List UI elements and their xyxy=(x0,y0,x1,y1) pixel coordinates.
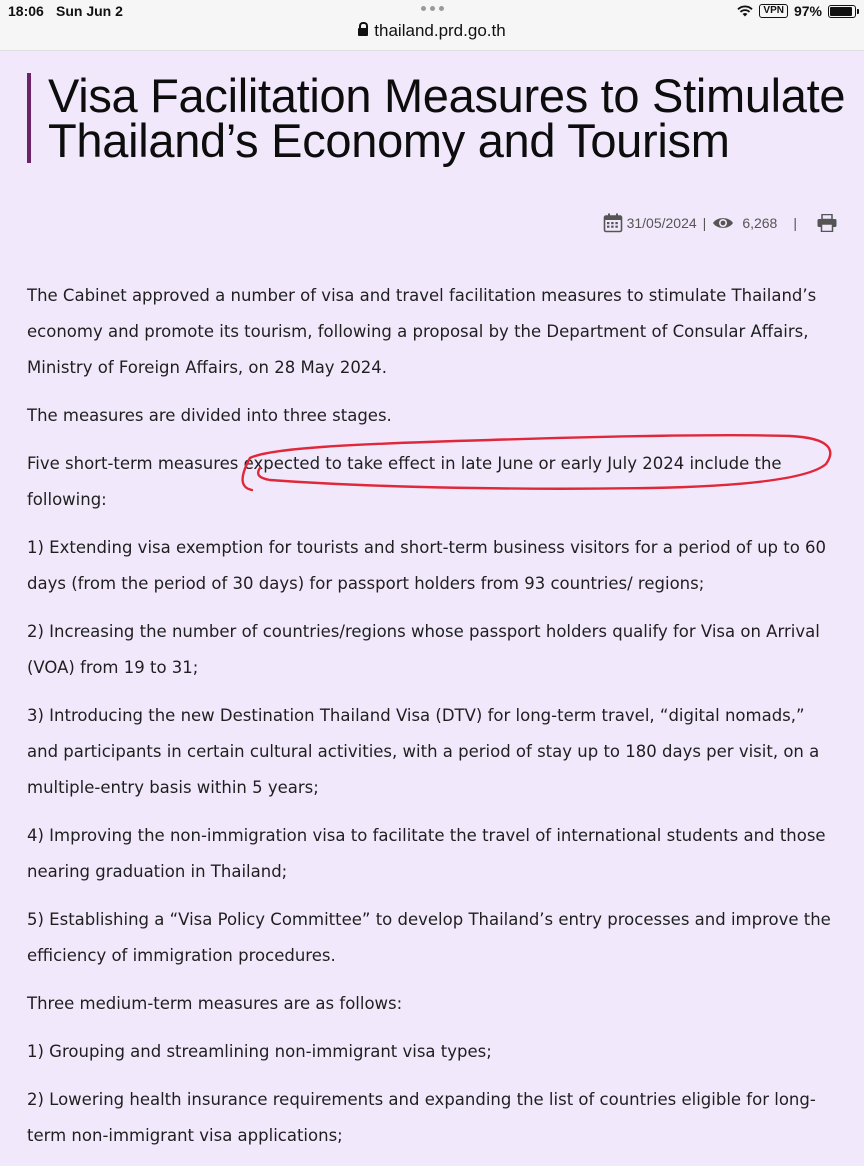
list-item: 1) Grouping and streamlining non-immigrant visa types; xyxy=(27,1042,492,1061)
tab-overview-dots-icon[interactable] xyxy=(421,6,444,11)
paragraph: Three medium-term measures are as follows: xyxy=(27,994,403,1013)
list-item: 1) Extending visa exemption for tourists and short-term business visitors for a period of up to 60 days (from the period of 30 days) for passport holders from 93 countries/ regions; xyxy=(27,538,827,593)
title-block xyxy=(27,69,858,167)
browser-status-bar xyxy=(0,0,864,51)
list-item: 2) Increasing the number of countries/regions whose passport holders qualify for Visa on Arrival (VOA) from 19 to 31; xyxy=(27,622,820,677)
wifi-icon xyxy=(737,5,753,17)
calendar-icon xyxy=(603,213,623,233)
paragraph: The Cabinet approved a number of visa and travel facilitation measures to stimulate Thailand’s economy and promote its tourism, following a proposal by the Department of Consular Affairs, Ministry of Foreign Affairs, on 28 May 2024. xyxy=(27,286,817,377)
print-icon[interactable] xyxy=(817,214,837,232)
status-date: Sun Jun 2 xyxy=(56,3,123,19)
eye-icon xyxy=(712,215,734,231)
meta-divider: | xyxy=(793,215,797,231)
url-text[interactable]: thailand.prd.go.th xyxy=(374,21,506,40)
battery-percent: 97% xyxy=(793,3,822,19)
paragraph: The measures are divided into three stages. xyxy=(27,406,392,425)
paragraph-text: Five short-term measures xyxy=(27,454,244,473)
list-item: 4) Improving the non-immigration visa to facilitate the travel of international students and those nearing graduation in Thailand; xyxy=(27,826,826,881)
view-count: 6,268 xyxy=(742,215,778,231)
article-meta xyxy=(603,213,837,233)
paragraph xyxy=(27,446,837,518)
status-time: 18:06 xyxy=(8,3,44,19)
circled-text: expected to take effect in late June or early July 2024 include the xyxy=(243,454,782,473)
list-item: 5) Establishing a “Visa Policy Committee” to develop Thailand’s entry processes and improve the efficiency of immigration procedures. xyxy=(27,910,831,965)
vpn-badge: VPN xyxy=(759,4,788,18)
meta-divider: | xyxy=(702,215,707,231)
paragraph-text: following: xyxy=(27,490,107,509)
article-body xyxy=(27,278,837,1166)
publish-date: 31/05/2024 xyxy=(626,215,697,231)
battery-icon xyxy=(828,5,856,18)
lock-icon xyxy=(358,28,368,36)
address-bar[interactable] xyxy=(0,21,864,41)
page-title: Visa Facilitation Measures to Stimulate Thailand’s Economy and Tourism xyxy=(48,69,846,167)
status-indicators xyxy=(737,3,856,19)
list-item: 3) Introducing the new Destination Thailand Visa (DTV) for long-term travel, “digital nomads,” and participants in certain cultural activities, with a period of stay up to 180 days per visit, on a multiple-entry basis within 5 years; xyxy=(27,706,820,797)
list-item: 2) Lowering health insurance requirements and expanding the list of countries eligible for long-term non-immigrant visa applications; xyxy=(27,1090,816,1145)
